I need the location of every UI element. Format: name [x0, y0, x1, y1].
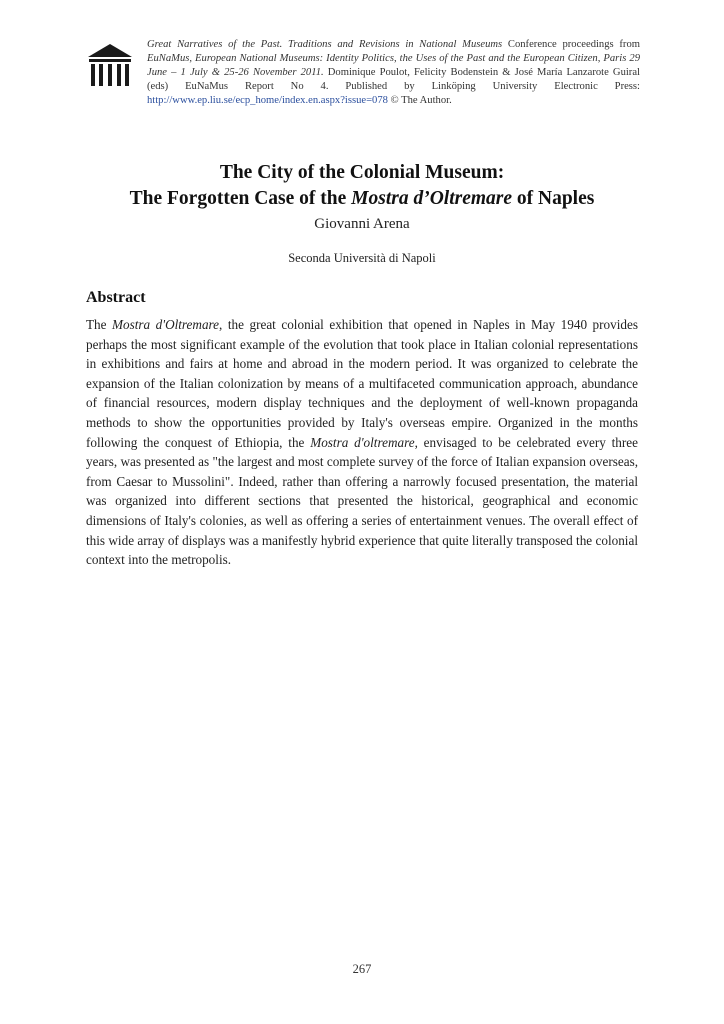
page-number: 267 — [352, 962, 372, 976]
title-line-2 — [60, 186, 664, 212]
museum-logo-icon — [86, 42, 134, 90]
abstract-italic-1: Mostra d'Oltremare — [112, 317, 220, 332]
title-line-1: The City of the Colonial Museum: — [219, 162, 505, 183]
affiliation: Seconda Università di Napoli — [288, 251, 436, 265]
abstract-text-1: , the great colonial exhibition that opened in Naples in May 1940 provides perhaps the most significant example of the evolution that took place in Italian colonial representations in exhibitions and fairs at home and abroad in the modern period. It was organized to celebrate the expansion of the Italian colonization by means of a multifaceted communication approach, abundance of financial resources, modern display techniques and the deployment of well-known propaganda methods to show the opportunities provided by Italy's overseas empire. Organized in the months following the conquest of Ethiopia, the — [86, 317, 638, 450]
citation-italic-1: Great Narratives of the Past. Traditions and Revisions in National Museums — [147, 39, 503, 50]
author: Giovanni Arena — [314, 216, 410, 232]
copyright: © The Author. — [387, 95, 452, 106]
title-prefix: The Forgotten Case of the — [129, 188, 352, 209]
abstract-section — [86, 287, 638, 570]
citation-italic-2: EuNaMus, European National Museums: Identity Politics, the Uses of the Past and the European Citizen, Paris 29 June – 1 July & 25-26 November 2011. — [147, 53, 640, 78]
abstract-paragraph — [86, 315, 638, 570]
abstract-text-2: , envisaged to be celebrated every three years, was presented as "the largest and most complete survey of the force of Italian expansion overseas, from Caesar to Mussolini". Indeed, rather than offering a narrowly focused presentation, the material was organized into different sections that presented the historical, geographical and economic dimensions of Italy's colonies, as well as offering a series of entertainment venues. The overall effect of this wide array of displays was a manifestly hybrid experience that quite literally transposed the colonial context into the metropolis. — [86, 434, 638, 568]
title-block — [60, 160, 664, 266]
citation-text — [147, 38, 640, 108]
abstract-text-0: The — [86, 317, 113, 332]
citation-plain-1: Conference proceedings from — [502, 39, 640, 50]
abstract-italic-2: Mostra d'oltremare — [310, 434, 415, 450]
abstract-heading: Abstract — [86, 289, 146, 306]
citation-plain-2: Dominique Poulot, Felicity Bodenstein & José María Lanzarote Guiral (eds) EuNaMus Report No 4. Published by Linköping University Electronic Press: — [147, 67, 640, 92]
citation-link[interactable]: http://www.ep.liu.se/ecp_home/index.en.aspx?issue=078 — [147, 95, 388, 106]
title-suffix: of Naples — [512, 188, 595, 209]
title-italic: Mostra d’Oltremare — [351, 188, 513, 209]
